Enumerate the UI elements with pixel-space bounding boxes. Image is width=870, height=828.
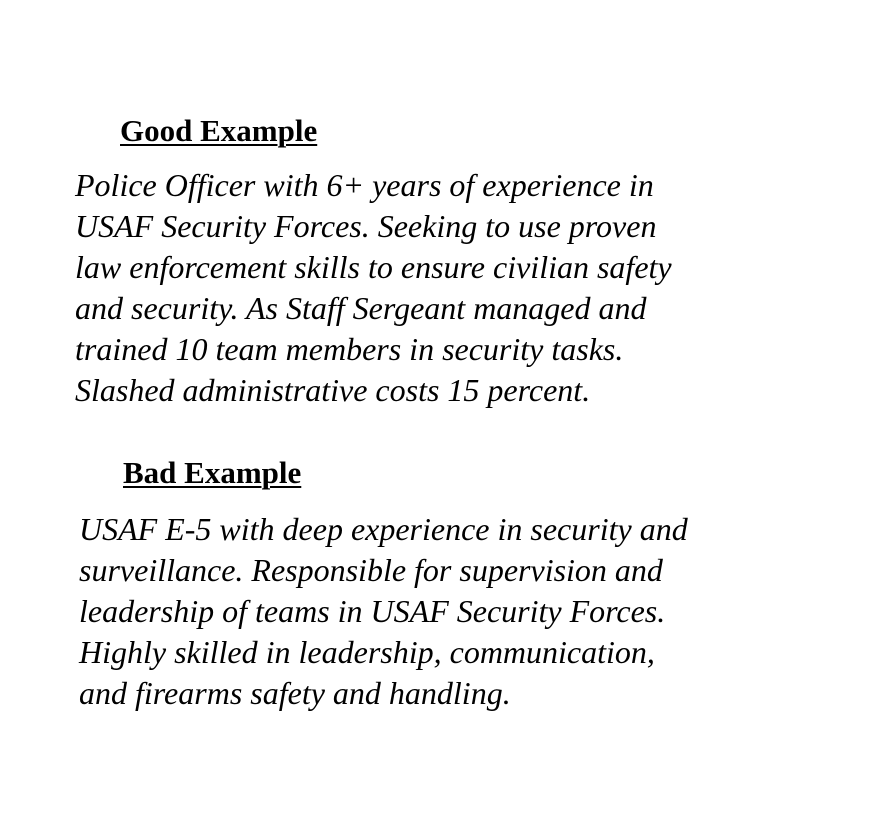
bad-example-line: USAF E-5 with deep experience in security and <box>79 511 688 547</box>
good-example-heading: Good Example <box>120 113 318 148</box>
good-example-line: law enforcement skills to ensure civilian safety <box>75 249 672 285</box>
bad-example-line: and firearms safety and handling. <box>79 675 511 711</box>
good-example-line: trained 10 team members in security tasks. <box>75 331 624 367</box>
bad-example-heading: Bad Example <box>123 455 302 490</box>
bad-example-line: Highly skilled in leadership, communication, <box>79 634 655 670</box>
bad-example-line: leadership of teams in USAF Security Forces. <box>79 593 666 629</box>
good-example-line: USAF Security Forces. Seeking to use proven <box>75 208 657 244</box>
good-example-paragraph <box>75 165 672 411</box>
good-example-line: and security. As Staff Sergeant managed and <box>75 290 647 326</box>
bad-example-paragraph <box>79 509 688 714</box>
good-example-line: Police Officer with 6+ years of experience in <box>75 167 654 203</box>
bad-example-line: surveillance. Responsible for supervision and <box>79 552 663 588</box>
good-example-line: Slashed administrative costs 15 percent. <box>75 372 591 408</box>
